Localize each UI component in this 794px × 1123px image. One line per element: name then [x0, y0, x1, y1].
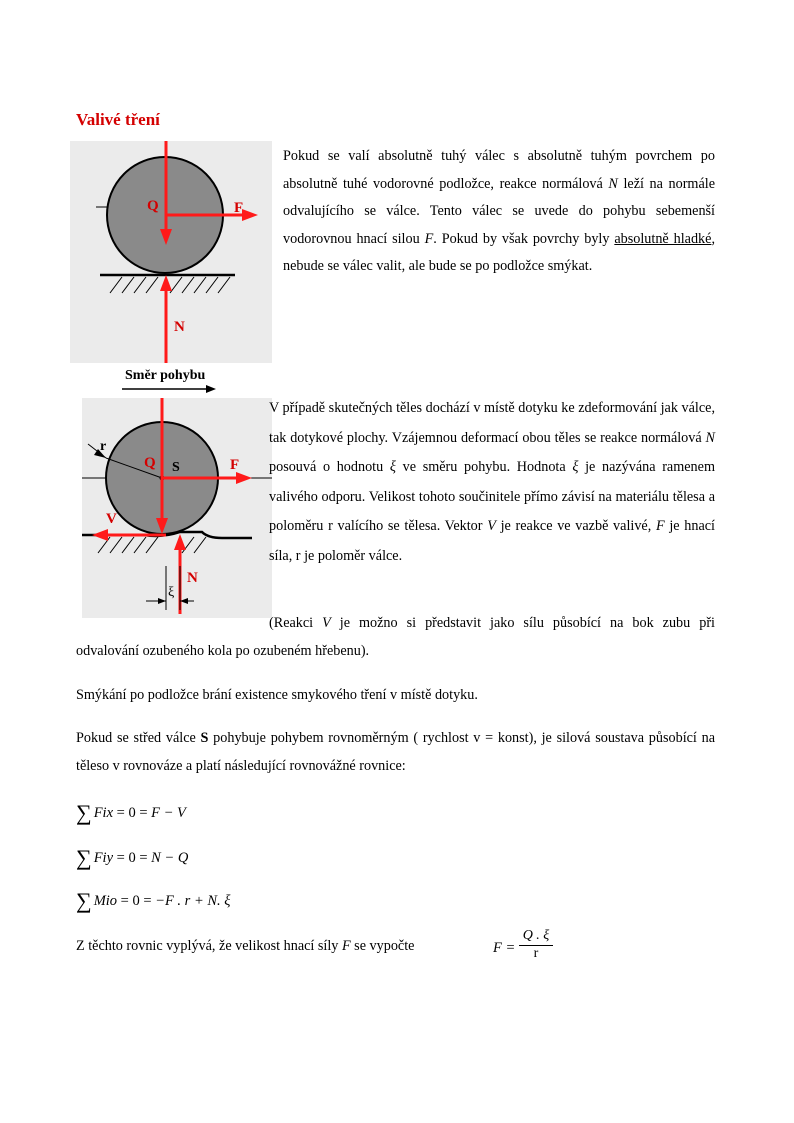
- text: . Pokud by však povrchy byly: [433, 230, 615, 247]
- equation-equals: = 0 =: [113, 850, 152, 866]
- equation-fiy: [76, 845, 188, 871]
- text: leží na normále odvalujícího se válce. Tento válec se uvede do pohybu sebemenší vodorovnou hnací silou: [283, 175, 715, 247]
- absolutne-hladke-link[interactable]: absolutně hladké: [614, 230, 712, 247]
- symbol-f: F: [655, 518, 665, 534]
- sum-symbol: ∑: [76, 888, 92, 913]
- sum-symbol: ∑: [76, 800, 92, 825]
- symbol-n: N: [705, 429, 715, 446]
- equation-equals: = 0 =: [113, 805, 152, 821]
- equation-fix: [76, 800, 186, 826]
- force-n-label: N: [187, 570, 198, 586]
- paragraph-equilibrium: [76, 725, 715, 780]
- xi-label: ξ: [168, 585, 175, 600]
- symbol-v: V: [487, 518, 496, 534]
- symbol-f: F: [424, 230, 434, 247]
- formula-lhs: F =: [493, 940, 516, 956]
- equation-expr: N − Q: [151, 850, 189, 866]
- text: je hnací síla, r je poloměr válce.: [269, 518, 715, 564]
- direction-arrow: [122, 384, 217, 394]
- text: Z těchto rovnic vyplývá, že velikost hnací síly: [76, 938, 342, 954]
- center-s-label: S: [172, 460, 180, 475]
- text: se vypočte: [350, 938, 415, 954]
- equation-mio: [76, 888, 230, 914]
- sum-symbol: ∑: [76, 845, 92, 870]
- text: je reakce ve vazbě valivé,: [495, 518, 656, 534]
- text: pohybuje pohybem rovnoměrným ( rychlost v = konst), je silová soustava působící na těleso v rovnováze a platí následující rovnovážné rovnice:: [76, 730, 716, 774]
- equation-lhs: Mio: [93, 893, 118, 909]
- symbol-n: N: [608, 175, 618, 192]
- force-f-label: F: [234, 200, 244, 216]
- force-q-label: Q: [147, 198, 159, 214]
- equation-expr: F − V: [151, 805, 186, 821]
- equation-expr: −F . r + N. ξ: [155, 893, 231, 909]
- text: ve směru pohybu. Hodnota: [395, 459, 573, 475]
- radius-r-label: r: [100, 439, 107, 454]
- symbol-f: F: [341, 938, 351, 954]
- equation-equals: = 0 =: [117, 893, 156, 909]
- paragraph-gear-analogy: [76, 610, 715, 665]
- formula-numerator: Q . ξ: [522, 928, 550, 943]
- symbol-v: V: [322, 615, 331, 631]
- symbol-xi: ξ: [572, 459, 579, 475]
- force-f-label: F: [230, 457, 240, 473]
- text: (Reakci: [269, 615, 323, 631]
- symbol-xi: ξ: [389, 459, 396, 475]
- paragraph-sliding: Smýkání po podložce brání existence smykového tření v místě dotyku.: [76, 687, 478, 703]
- equation-lhs: Fix: [93, 805, 114, 821]
- deformed-cylinder-diagram: [82, 398, 272, 620]
- text: je možno si představit jako sílu působící na bok zubu při odvalování ozubeného kola po ozubeném hřebenu).: [76, 615, 715, 659]
- final-sentence: [76, 938, 414, 955]
- equation-lhs: Fiy: [93, 850, 114, 866]
- text: posouvá o hodnotu: [269, 459, 390, 475]
- page-title: Valivé tření: [76, 110, 160, 129]
- force-q-label: Q: [144, 455, 156, 471]
- rigid-cylinder-diagram: [70, 141, 272, 386]
- symbol-s: S: [200, 730, 209, 746]
- force-n-label: N: [174, 319, 185, 335]
- text: Pokud se valí absolutně tuhý válec s absolutně tuhým povrchem po absolutně tuhé vodorovné podložce, reakce normálová: [283, 148, 715, 192]
- force-v-label: V: [106, 511, 117, 527]
- text: , nebude se válec valit, ale bude se po podložce smýkat.: [283, 230, 715, 274]
- paragraph-rigid-cylinder: [283, 143, 715, 281]
- text: V případě skutečných těles dochází v místě dotyku ke zdeformování jak válce, tak dotykové plochy. Vzájemnou deformací obou těles se reakce normálová: [269, 400, 715, 446]
- text: Pokud se střed válce: [76, 730, 201, 746]
- direction-label: Směr pohybu: [125, 368, 206, 383]
- formula-denominator: r: [533, 946, 539, 961]
- text: je nazývána ramenem valivého odporu. Velikost tohoto součinitele přímo závisí na materiálu tělesa a poloměru r valícího se tělesa. Vektor: [269, 459, 715, 534]
- paragraph-real-bodies: [269, 394, 715, 571]
